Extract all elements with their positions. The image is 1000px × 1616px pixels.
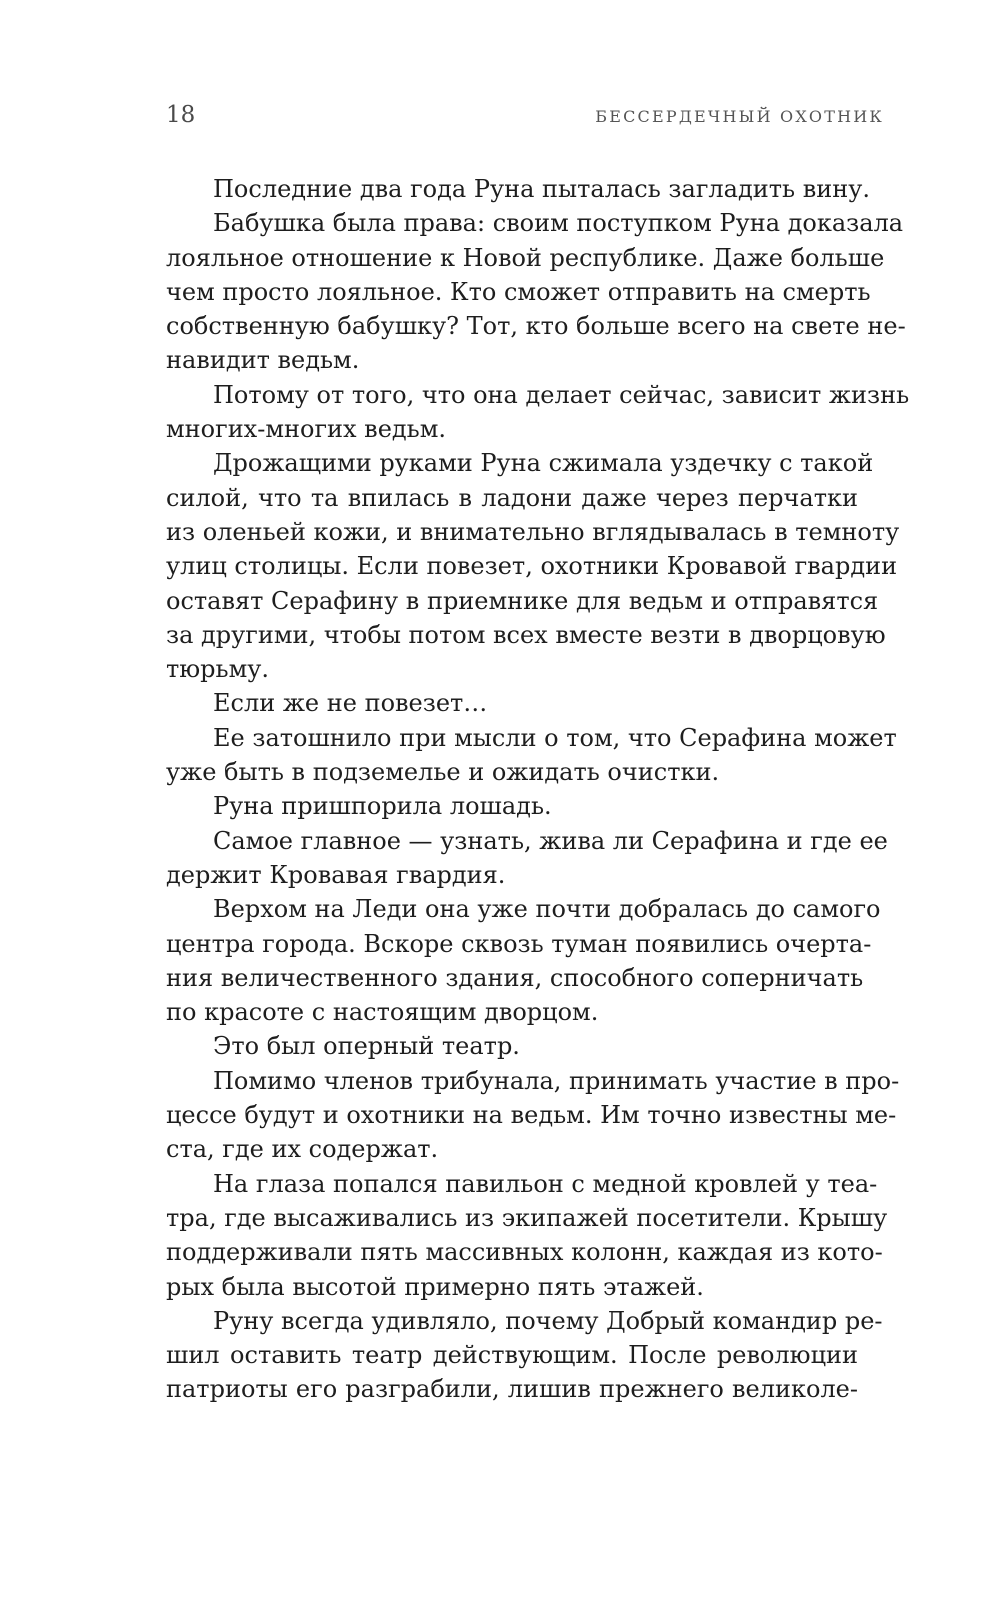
- text-line: лояльное отношение к Новой республике. Даже больше: [166, 243, 885, 272]
- text-line: поддерживали пять массивных колонн, каждая из кото-: [166, 1238, 883, 1267]
- text-line: шил оставить театр действующим. После революции: [166, 1341, 858, 1370]
- text-line: Помимо членов трибунала, принимать участие в про-: [213, 1066, 900, 1095]
- running-title: БЕССЕРДЕЧНЫЙ ОХОТНИК: [595, 107, 884, 126]
- text-line: Если же не повезет…: [213, 689, 488, 718]
- text-line: Потому от того, что она делает сейчас, зависит жизнь: [213, 380, 910, 409]
- page-number: 18: [166, 102, 196, 128]
- text-line: Руну всегда удивляло, почему Добрый командир ре-: [213, 1306, 883, 1335]
- text-line: собственную бабушку? Тот, кто больше всего на свете не-: [166, 312, 906, 341]
- text-line: Это был оперный театр.: [213, 1032, 520, 1061]
- text-line: навидит ведьм.: [166, 346, 360, 375]
- text-line: Бабушка была права: своим поступком Руна доказала: [213, 209, 904, 238]
- text-line: Самое главное — узнать, жива ли Серафина и где ее: [213, 826, 888, 855]
- body-text: [166, 172, 910, 1407]
- text-line: Дрожащими руками Руна сжимала уздечку с такой: [213, 449, 874, 478]
- text-line: чем просто лояльное. Кто сможет отправить на смерть: [166, 277, 871, 306]
- text-line: тюрьму.: [166, 655, 270, 684]
- text-line: тра, где высаживались из экипажей посетители. Крышу: [166, 1203, 888, 1232]
- text-line: за другими, чтобы потом всех вместе везти в дворцовую: [166, 620, 886, 649]
- text-line: На глаза попался павильон с медной кровлей у теа-: [213, 1169, 878, 1198]
- text-line: Руна пришпорила лошадь.: [213, 792, 552, 821]
- text-line: ста, где их содержат.: [166, 1135, 439, 1164]
- text-line: из оленьей кожи, и внимательно вглядывалась в темноту: [166, 517, 900, 546]
- text-line: силой, что та впилась в ладони даже через перчатки: [166, 483, 858, 512]
- text-line: Последние два года Руна пыталась загладить вину.: [213, 175, 870, 203]
- text-line: уже быть в подземелье и ожидать очистки.: [166, 758, 720, 787]
- text-line: цессе будут и охотники на ведьм. Им точно известны ме-: [166, 1101, 897, 1130]
- text-line: патриоты его разграбили, лишив прежнего великоле-: [166, 1375, 858, 1404]
- text-line: многих-многих ведьм.: [166, 415, 447, 444]
- text-line: по красоте с настоящим дворцом.: [166, 998, 599, 1027]
- text-line: центра города. Вскоре сквозь туман появились очерта-: [166, 929, 872, 958]
- text-line: улиц столицы. Если повезет, охотники Кровавой гвардии: [166, 552, 898, 581]
- text-line: ния величественного здания, способного соперничать: [166, 963, 864, 992]
- text-line: держит Кровавая гвардия.: [166, 860, 506, 889]
- text-line: рых была высотой примерно пять этажей.: [166, 1272, 704, 1301]
- text-line: оставят Серафину в приемнике для ведьм и отправятся: [166, 586, 879, 615]
- text-line: Верхом на Леди она уже почти добралась до самого: [213, 895, 881, 924]
- text-line: Ее затошнило при мысли о том, что Серафина может: [213, 723, 897, 752]
